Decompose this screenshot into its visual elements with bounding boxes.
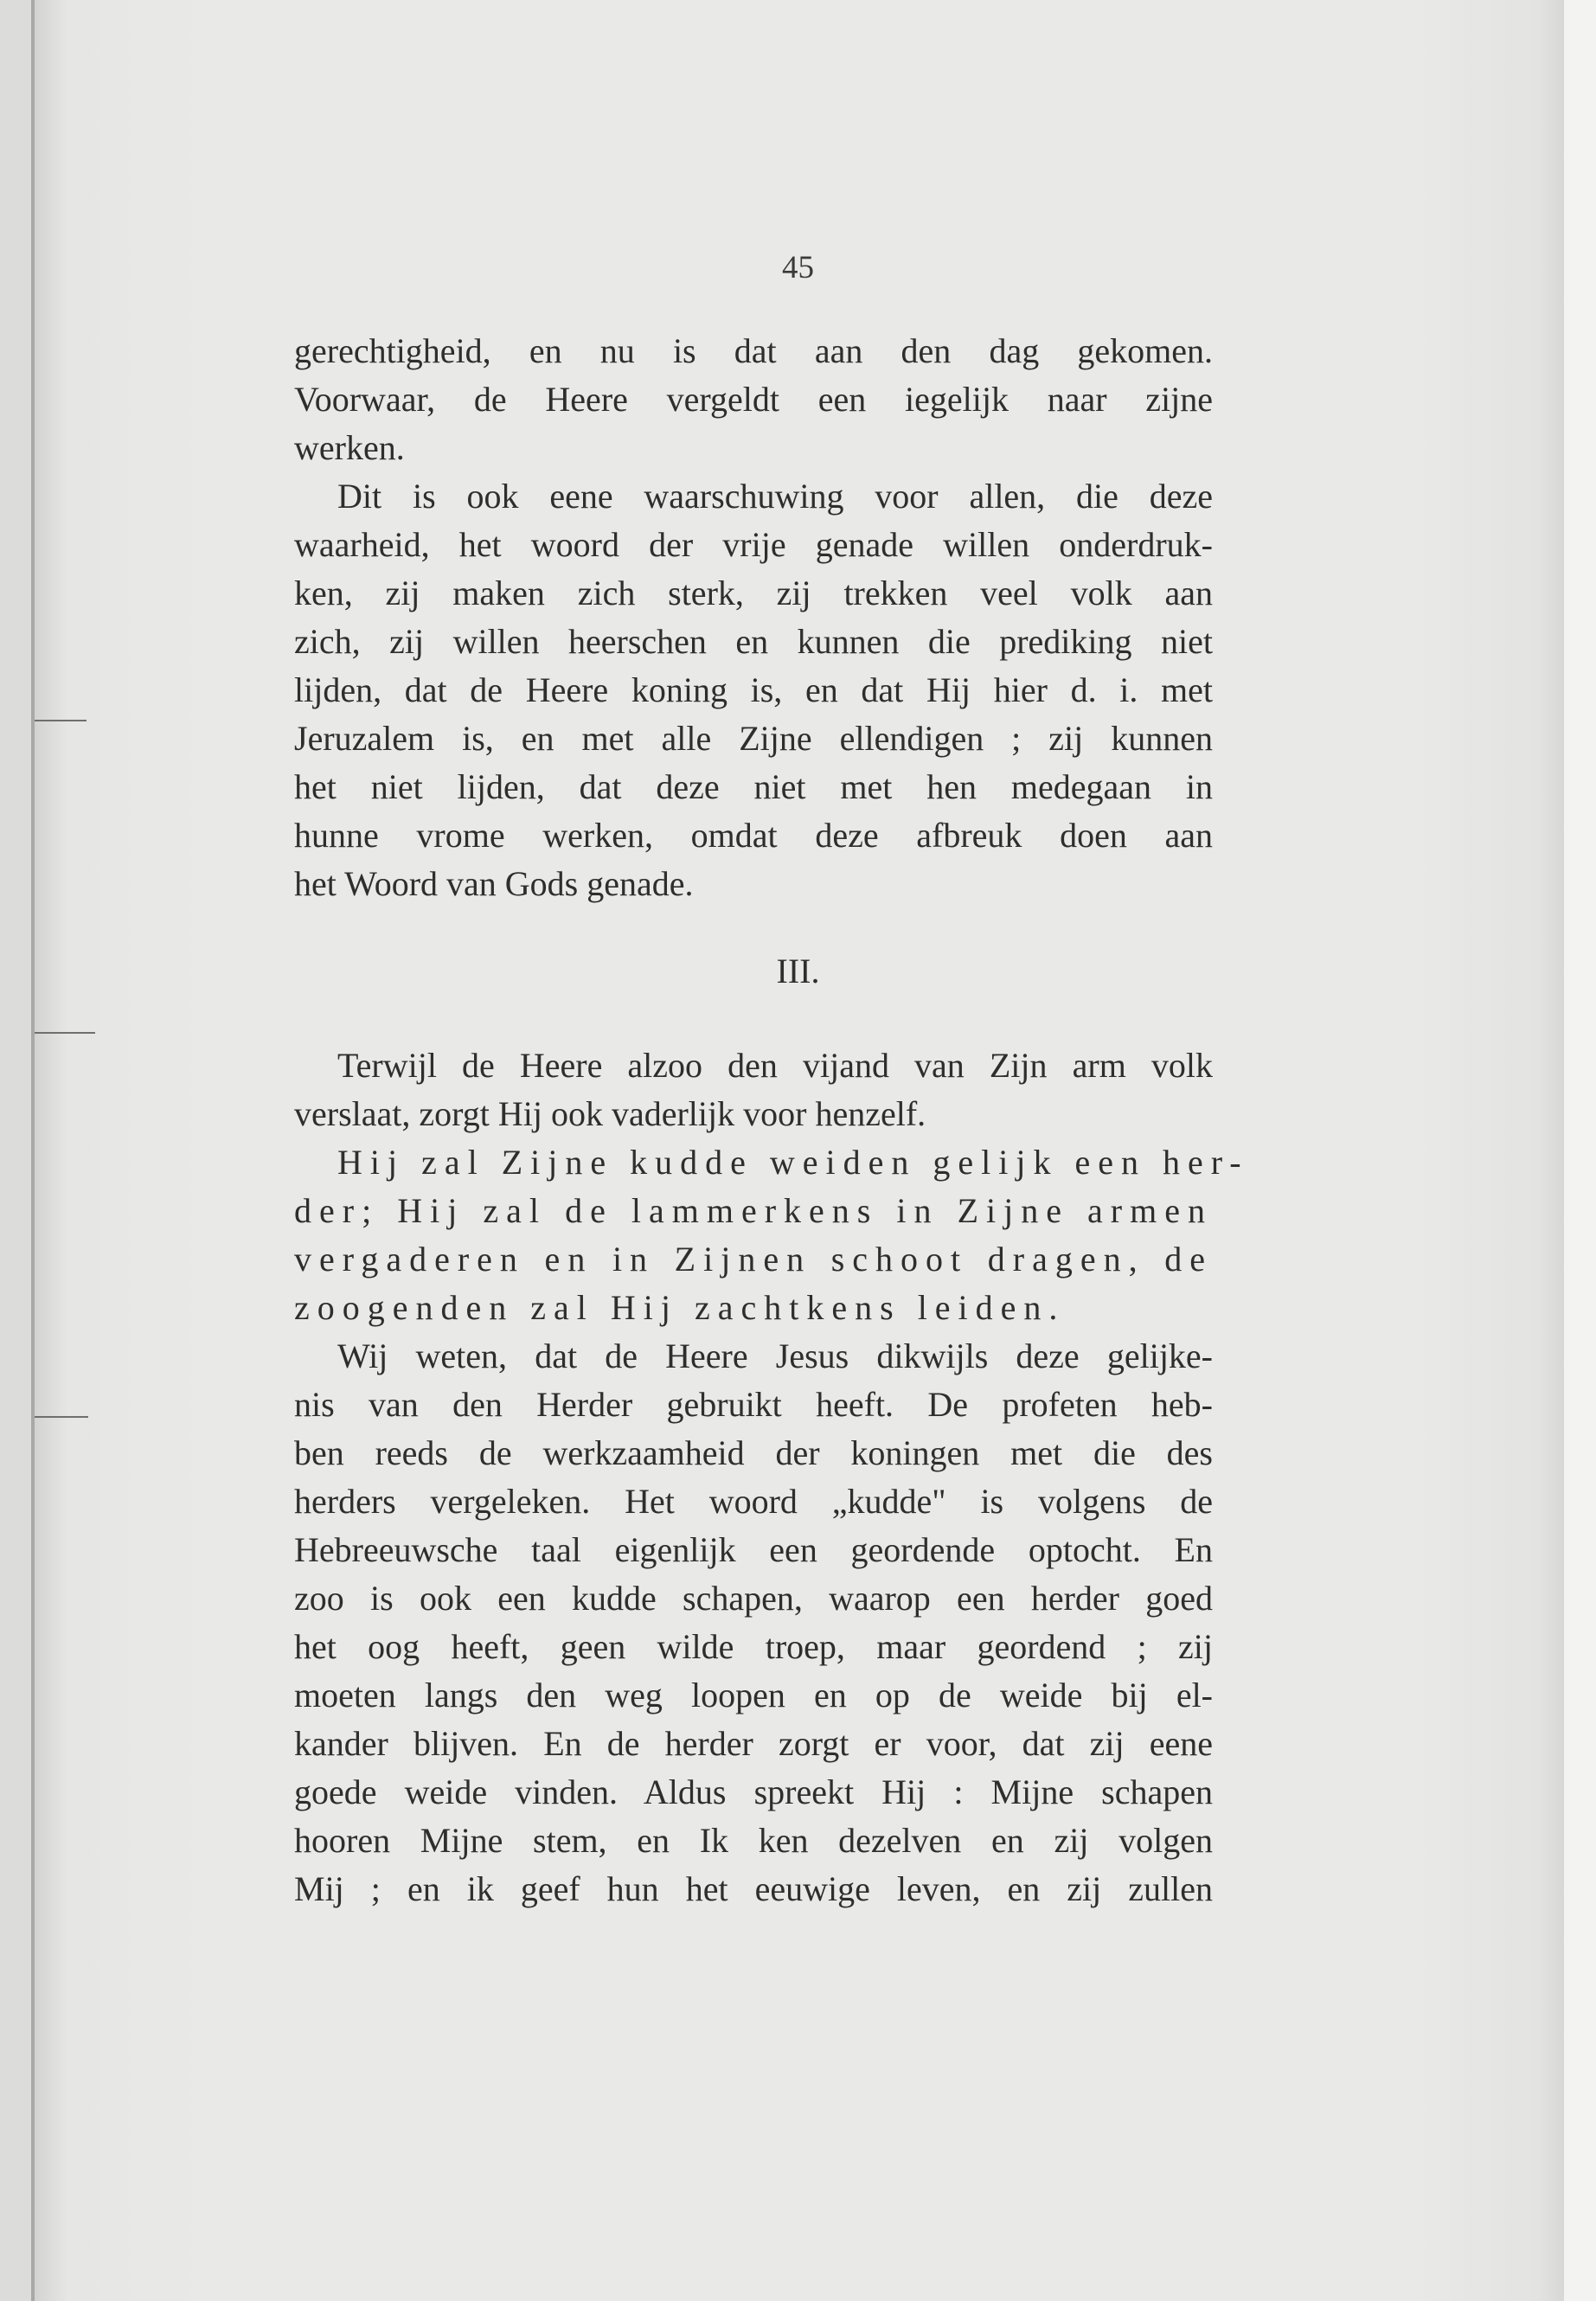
text-line: hooren Mijne stem, en Ik ken dezelven en zij volgen (294, 1821, 1213, 1860)
margin-mark (35, 1032, 95, 1034)
text-line: verslaat, zorgt Hij ook vaderlijk voor henzelf. (294, 1094, 926, 1133)
text-line: Terwijl de Heere alzoo den vijand van Zijn arm volk (337, 1046, 1213, 1085)
scripture-quote-line: vergaderen en in Zijnen schoot dragen, de (294, 1240, 1213, 1279)
text-line: ken, zij maken zich sterk, zij trekken veel volk aan (294, 574, 1213, 612)
text-line: kander blijven. En de herder zorgt er voor, dat zij eene (294, 1724, 1213, 1763)
text-line: Dit is ook eene waarschuwing voor allen, die deze (337, 477, 1213, 516)
page-left-edge (31, 0, 35, 2301)
margin-mark (35, 720, 87, 721)
text-line: ben reeds de werkzaamheid der koningen met die des (294, 1433, 1213, 1472)
text-line: het oog heeft, geen wilde troep, maar geordend ; zij (294, 1627, 1213, 1666)
text-block-bottom (294, 1042, 1249, 1913)
text-line: Mij ; en ik geef hun het eeuwige leven, en zij zullen (294, 1869, 1213, 1908)
scripture-quote-line: der; Hij zal de lammerkens in Zijne armen (294, 1191, 1213, 1230)
text-line: werken. (294, 428, 405, 467)
margin-mark (35, 1416, 88, 1418)
page-right-margin (1564, 0, 1596, 2301)
text-line: herders vergeleken. Het woord „kudde" is volgens de (294, 1482, 1213, 1521)
scripture-quote-line: Hij zal Zijne kudde weiden gelijk een her- (337, 1143, 1249, 1182)
page-number: 45 (782, 250, 814, 285)
section-heading: III. (776, 952, 820, 990)
text-line: zoo is ook een kudde schapen, waarop een herder goed (294, 1579, 1213, 1618)
text-line: zich, zij willen heerschen en kunnen die prediking niet (294, 622, 1213, 661)
text-line: waarheid, het woord der vrije genade willen onderdruk- (294, 525, 1213, 564)
text-line: Hebreeuwsche taal eigenlijk een geordende optocht. En (294, 1530, 1213, 1569)
text-line: Jeruzalem is, en met alle Zijne ellendigen ; zij kunnen (294, 719, 1213, 758)
text-line: gerechtigheid, en nu is dat aan den dag gekomen. (294, 331, 1213, 370)
text-line: het Woord van Gods genade. (294, 864, 694, 903)
text-line: goede weide vinden. Aldus spreekt Hij : Mijne schapen (294, 1772, 1213, 1811)
text-line: lijden, dat de Heere koning is, en dat Hij hier d. i. met (294, 670, 1213, 709)
text-line: hunne vrome werken, omdat deze afbreuk doen aan (294, 816, 1213, 855)
text-line: nis van den Herder gebruikt heeft. De profeten heb- (294, 1385, 1213, 1424)
text-line: Wij weten, dat de Heere Jesus dikwijls deze gelijke- (337, 1336, 1213, 1375)
text-line: Voorwaar, de Heere vergeldt een iegelijk naar zijne (294, 380, 1213, 419)
text-block-top (294, 327, 1213, 908)
scripture-quote-line: zoogenden zal Hij zachtkens leiden. (294, 1288, 1066, 1327)
text-line: het niet lijden, dat deze niet met hen medegaan in (294, 767, 1213, 806)
text-line: moeten langs den weg loopen en op de weide bij el- (294, 1676, 1213, 1715)
